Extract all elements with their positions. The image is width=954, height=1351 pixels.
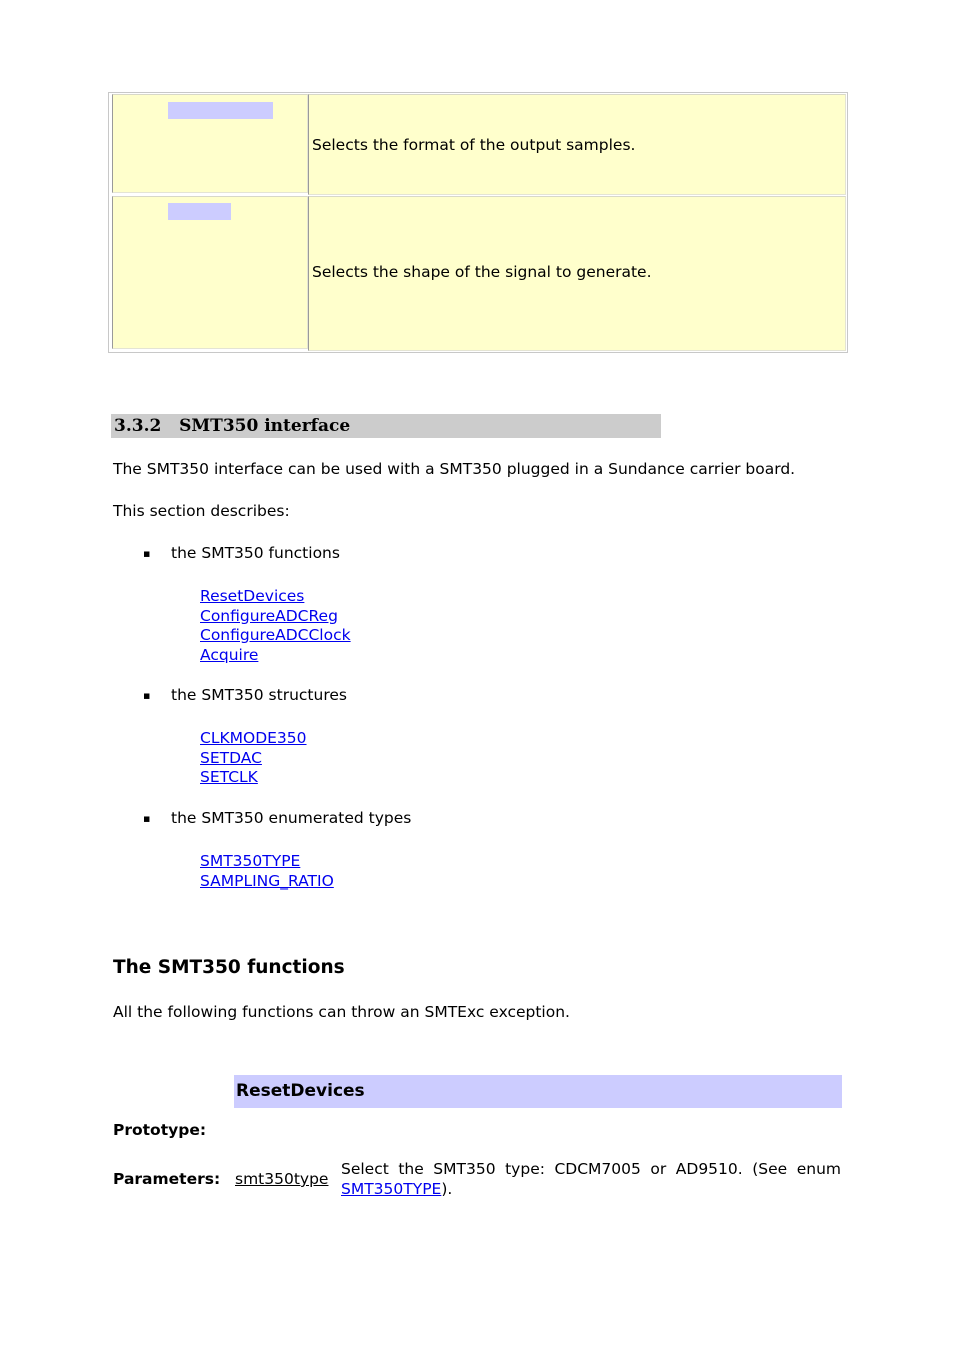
link-setdac[interactable]: SETDAC (200, 748, 262, 767)
table-row-1-name-cell (112, 94, 308, 193)
bullet-functions: the SMT350 functions (171, 544, 340, 562)
table-row-2-name-cell (112, 196, 308, 349)
section-describes: This section describes: (113, 502, 290, 520)
param-desc-text: Select the SMT350 type: CDCM7005 or AD9510. (See enum (341, 1160, 841, 1178)
link-smt350type-inline[interactable]: SMT350TYPE (341, 1179, 442, 1198)
link-sampling-ratio[interactable]: SAMPLING_RATIO (200, 871, 334, 890)
functions-link-list (200, 587, 351, 665)
enum-link-list (200, 852, 334, 891)
structures-link-list (200, 729, 307, 788)
table-row-2-desc-cell (308, 196, 846, 351)
link-smt350type[interactable]: SMT350TYPE (200, 852, 301, 870)
table-row-2-description: Selects the shape of the signal to generate. (312, 263, 652, 281)
bullet-icon: ▪ (143, 547, 151, 560)
param-description (341, 1160, 841, 1199)
parameter-table (108, 92, 848, 353)
param-desc-suffix: ). (441, 1179, 453, 1198)
param-name-smt350type: smt350type (235, 1170, 329, 1188)
name-highlight (168, 102, 273, 119)
functions-heading: The SMT350 functions (113, 957, 345, 978)
link-clkmode350[interactable]: CLKMODE350 (200, 729, 307, 747)
function-title-resetdevices: ResetDevices (234, 1075, 842, 1108)
prototype-label: Prototype: (113, 1121, 207, 1139)
name-highlight (168, 203, 231, 220)
table-row-1-desc-cell (308, 94, 846, 195)
link-acquire[interactable]: Acquire (200, 645, 259, 664)
link-configureadcreg[interactable]: ConfigureADCReg (200, 606, 338, 625)
link-resetdevices[interactable]: ResetDevices (200, 587, 305, 605)
section-intro: The SMT350 interface can be used with a SMT350 plugged in a Sundance carrier board. (113, 460, 796, 478)
functions-note: All the following functions can throw an SMTExc exception. (113, 1003, 570, 1021)
bullet-icon: ▪ (143, 812, 151, 825)
link-configureadcclock[interactable]: ConfigureADCClock (200, 626, 351, 644)
link-setclk[interactable]: SETCLK (200, 768, 258, 786)
bullet-icon: ▪ (143, 689, 151, 702)
parameters-label: Parameters: (113, 1170, 221, 1188)
bullet-enumerated-types: the SMT350 enumerated types (171, 809, 412, 827)
table-row-1-description: Selects the format of the output samples. (312, 136, 636, 154)
section-heading: 3.3.2 SMT350 interface (111, 414, 661, 438)
bullet-structures: the SMT350 structures (171, 686, 347, 704)
